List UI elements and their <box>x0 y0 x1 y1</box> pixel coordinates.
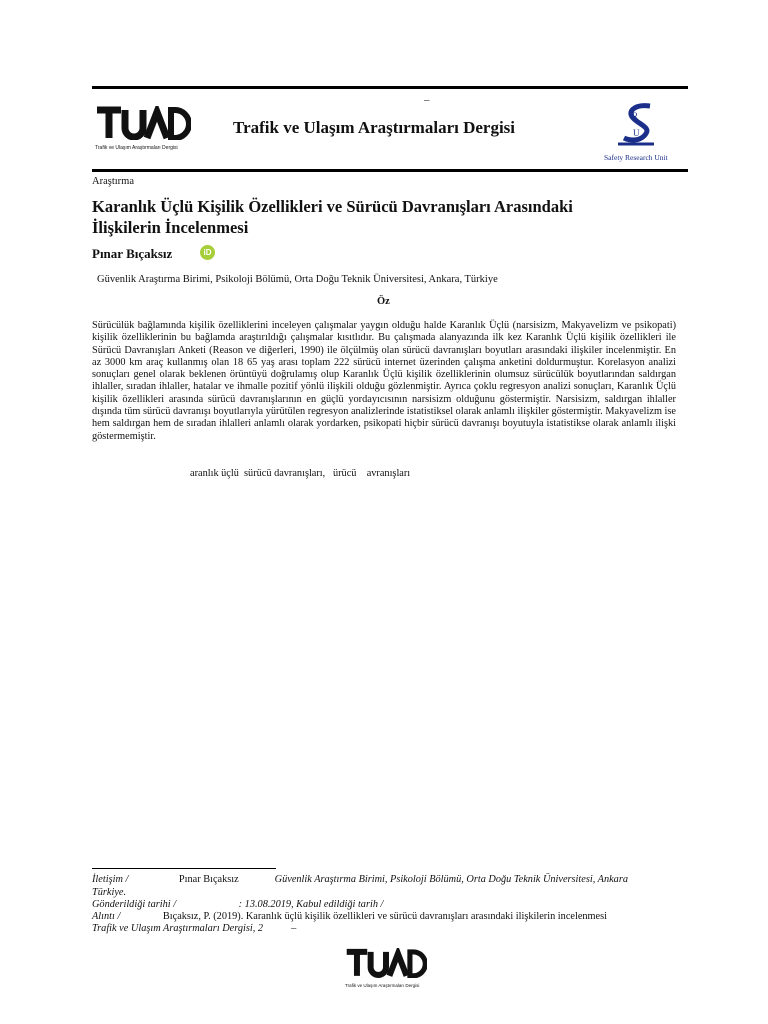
footnote-citation-label: Alıntı / <box>92 911 123 922</box>
footnote-contact-affil: Güvenlik Araştırma Birimi, Psikoloji Bölümü, Orta Doğu Teknik Üniversitesi, Ankara <box>274 874 628 885</box>
footnote-contact <box>92 874 628 885</box>
footer-tuad-logo-mark <box>345 948 427 978</box>
footnote-contact-label: İletişim / <box>92 874 131 885</box>
sru-letter-u: U <box>633 128 640 138</box>
footnote-citation-journal-line <box>92 923 296 934</box>
author-affiliation: Güvenlik Araştırma Birimi, Psikoloji Bölümü, Orta Doğu Teknik Üniversitesi, Ankara, Türkiye <box>97 274 498 285</box>
abstract-body: Sürücülük bağlamında kişilik özelliklerini inceleyen çalışmalar yaygın olduğu halde Karanlık Üçlü (narsisizm, Makyavelizm ve psikopati) kişilik özelliklerinin bu bağlamda araştırıldığı çalışmalar kısıtlıdır. Bu çalışmada alanyazında ilk kez Karanlık Üçlü kişilik özellikleri ile Sürücü Davranışları Anketi (Reason ve diğerleri, 1990) ile ölçülmüş olan sürücü davranışları boyutları arasındaki ilişkiler incelenmiştir. En az 3000 km araç kullanmış olan 18 65 yaş arası toplam 222 sürücü internet üzerinden çalışma anketini doldurmuştur. Korelasyon analizi sonuçları genel olarak beklenen örüntüyü doğrulamış olup Karanlık Üçlü kişilik özelliklerinin olumsuz sürücülük boyutlarından saldırgan ihlaller, sıradan ihlaller, hatalar ve ihmalle pozitif yönlü ilişkili olduğu gözlenmiştir. Ayrıca çoklu regresyon analizi sonuçları, Karanlık Üçlü kişilik özellikleri arasında sürücü davranışlarının en güçlü yordayıcısının narsisizm olduğunu göstermiştir. Narsisizm, saldırgan ihlaller dışında tüm sürücü davranışı boyutlarıyla yürütülen regresyon analizlerinde istatistiksel olarak anlamlı ilişkiler göstermiştir. Makyavelizm ise hem saldırgan hem de sıradan ihlalleri anlamlı olarak yordarken, psikopati hiçbir sürücü davranışı boyutuyla istatistikse olarak anlamlı ilişki göstermemiştir. <box>92 320 676 442</box>
footnote-citation <box>92 911 607 922</box>
article-title <box>92 196 682 238</box>
footnote-dates-rest: : 13.08.2019, Kabul edildiği tarih / <box>238 899 386 910</box>
article-title-line2: İlişkilerin İncelenmesi <box>92 218 249 237</box>
footnote-citation-journal: Trafik ve Ulaşım Araştırmaları Dergisi, 2 <box>92 923 264 934</box>
footnote-dates <box>92 899 386 910</box>
footnote-dates-prefix: Gönderildiği tarihi / <box>92 899 179 910</box>
article-title-line1: Karanlık Üçlü Kişilik Özellikleri ve Sürücü Davranışları Arasındaki <box>92 197 573 216</box>
header-bottom-rule <box>92 169 688 172</box>
sru-caption: Safety Research Unit <box>604 153 668 162</box>
footer-tuad-logo <box>345 948 427 988</box>
footnote-rule <box>92 868 276 869</box>
footer-tuad-tagline: Trafik ve Ulaşım Araştırmaları Dergisi <box>345 983 420 988</box>
header-top-rule <box>92 86 688 89</box>
footnote-contact-country: Türkiye. <box>92 887 127 898</box>
tuad-logo <box>95 106 191 152</box>
article-type: Araştırma <box>92 176 134 187</box>
sru-logo <box>604 102 688 162</box>
sru-logo-mark <box>604 102 688 148</box>
header-dash: – <box>424 94 430 106</box>
orcid-icon[interactable]: iD <box>200 245 215 260</box>
tuad-logo-mark <box>95 106 191 140</box>
tuad-logo-tagline: Trafik ve Ulaşım Araştırmaları Dergisi <box>95 145 178 151</box>
abstract-heading: Öz <box>377 296 390 307</box>
sru-letter-r: R <box>632 111 639 121</box>
footnote-citation-dash: – <box>291 923 297 934</box>
footnote-citation-text: Bıçaksız, P. (2019). Karanlık üçlü kişilik özellikleri ve sürücü davranışları arasındaki ilişkilerin incelenmesi <box>162 911 607 922</box>
keywords: aranlık üçlü sürücü davranışları, ürücü avranışları <box>190 468 411 479</box>
footnote-contact-name: Pınar Bıçaksız <box>178 874 239 885</box>
author-name: Pınar Bıçaksız <box>92 246 173 261</box>
journal-title: Trafik ve Ulaşım Araştırmaları Dergisi <box>233 118 516 137</box>
